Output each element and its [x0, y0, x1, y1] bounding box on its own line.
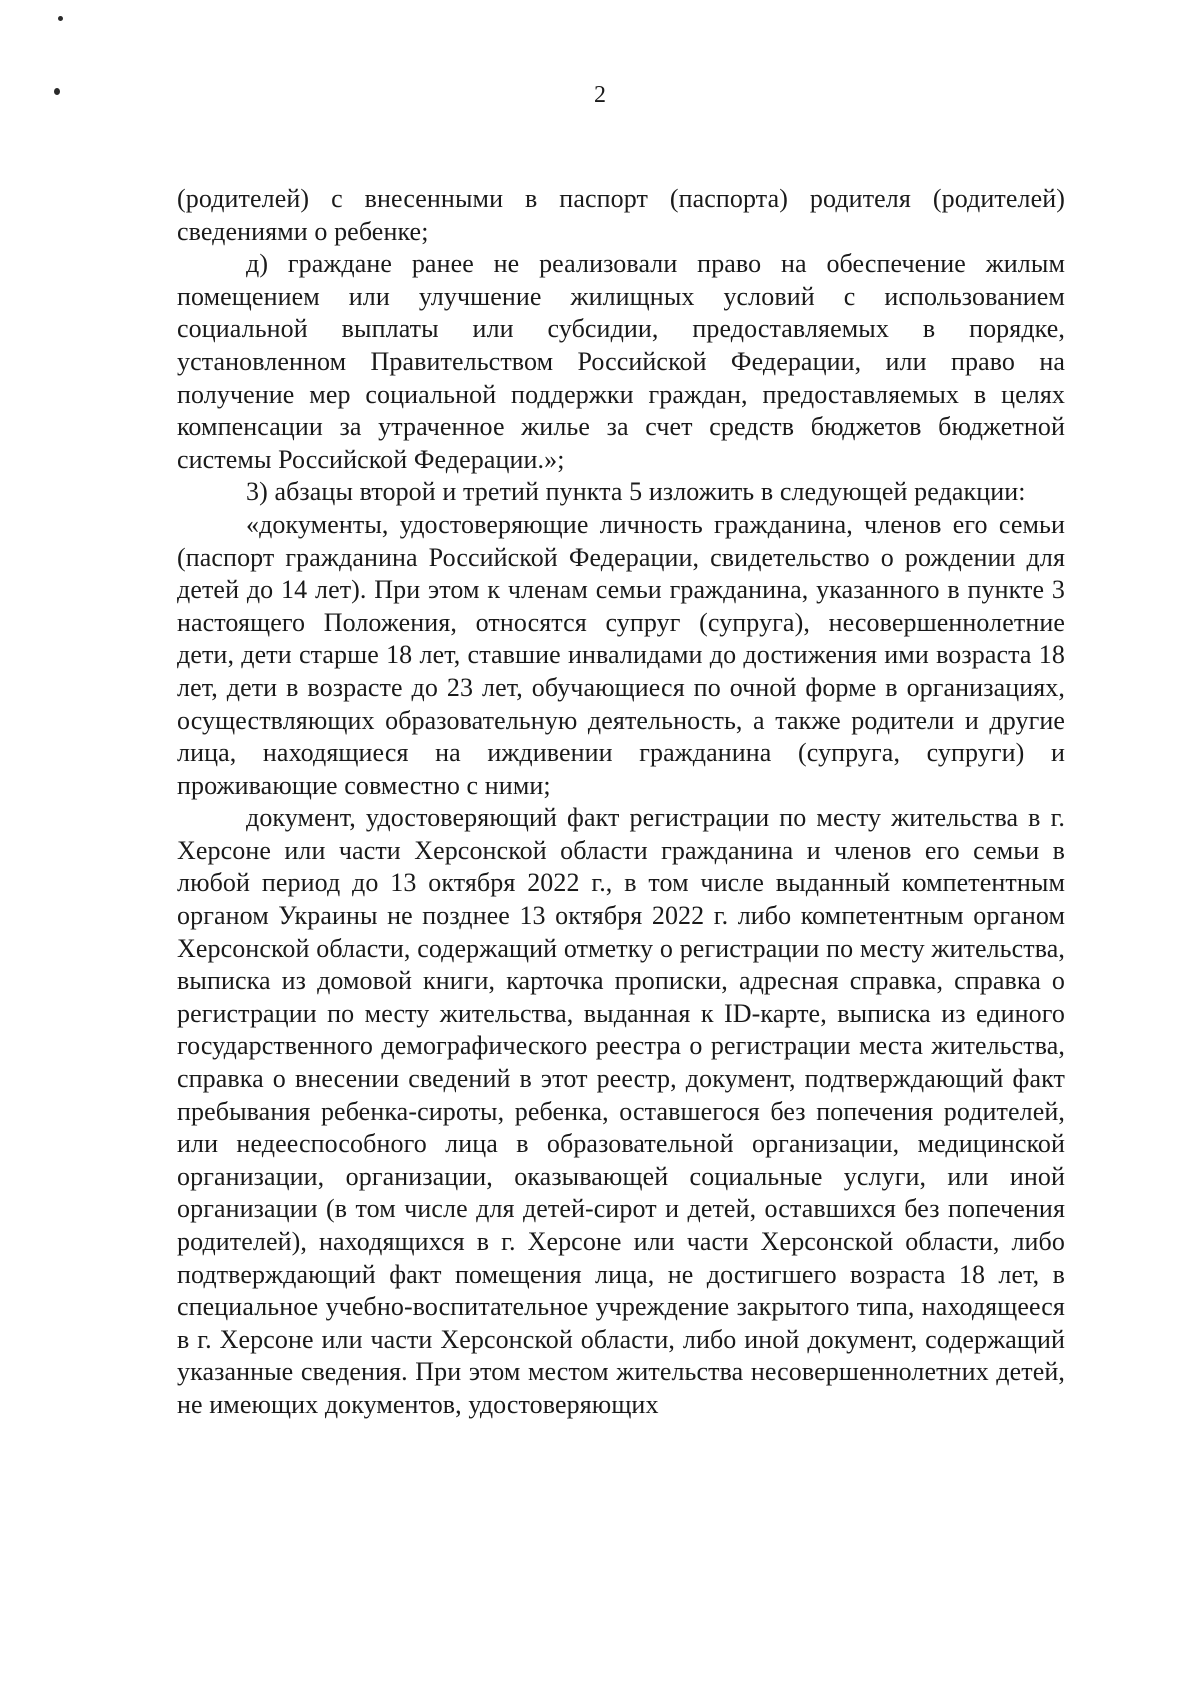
paragraph-subitem-d: д) граждане ранее не реализовали право на обеспечение жилым помещением или улучшение жилищных условий с использованием социальной выплаты или субсидии, предоставляемых в порядке, установленном Правительством Российской Федерации, или право на получение мер социальной поддержки граждан, предоставляемых в целях компенсации за утраченное жилье за счет средств бюджетов бюджетной системы Российской Федерации.»;	[177, 249, 1065, 474]
document-body	[177, 183, 1065, 1422]
scan-artifact-dot	[58, 16, 63, 21]
paragraph-continuation: (родителей) с внесенными в паспорт (паспорта) родителя (родителей) сведениями о ребенке;	[177, 184, 1065, 246]
paragraph-documents-registration: документ, удостоверяющий факт регистрации по месту жительства в г. Херсоне или части Херсонской области гражданина и членов его семьи в любой период до 13 октября 2022 г., в том числе выданный компетентным органом Украины не позднее 13 октября 2022 г. либо компетентным органом Херсонской области, содержащий отметку о регистрации по месту жительства, выписка из домовой книги, карточка прописки, адресная справка, справка о регистрации по месту жительства, выданная к ID-карте, выписка из единого государственного демографического реестра о регистрации места жительства, справка о внесении сведений в этот реестр, документ, подтверждающий факт пребывания ребенка-сироты, ребенка, оставшегося без попечения родителей, или недееспособного лица в образовательной организации, медицинской организации, организации, оказывающей социальные услуги, или иной организации (в том числе для детей-сирот и детей, оставшихся без попечения родителей), находящихся в г. Херсоне или части Херсонской области, либо подтверждающий факт помещения лица, не достигшего возраста 18 лет, в специальное учебно-воспитательное учреждение закрытого типа, находящееся в г. Херсоне или части Херсонской области, либо иной документ, содержащий указанные сведения. При этом местом жительства несовершеннолетних детей, не имеющих документов, удостоверяющих	[177, 803, 1065, 1419]
page-number: 2	[594, 82, 606, 108]
paragraph-item-3: 3) абзацы второй и третий пункта 5 изложить в следующей редакции:	[246, 477, 1026, 507]
paragraph-documents-identity: «документы, удостоверяющие личность гражданина, членов его семьи (паспорт гражданина Российской Федерации, свидетельство о рождении для детей до 14 лет). При этом к членам семьи гражданина, указанного в пункте 3 настоящего Положения, относятся супруг (супруга), несовершеннолетние дети, дети старше 18 лет, ставшие инвалидами до достижения ими возраста 18 лет, дети в возрасте до 23 лет, обучающиеся по очной форме в организациях, осуществляющих образовательную деятельность, а также родители и другие лица, находящиеся на иждивении гражданина (супруга, супруги) и проживающие совместно с ними;	[177, 509, 1065, 800]
